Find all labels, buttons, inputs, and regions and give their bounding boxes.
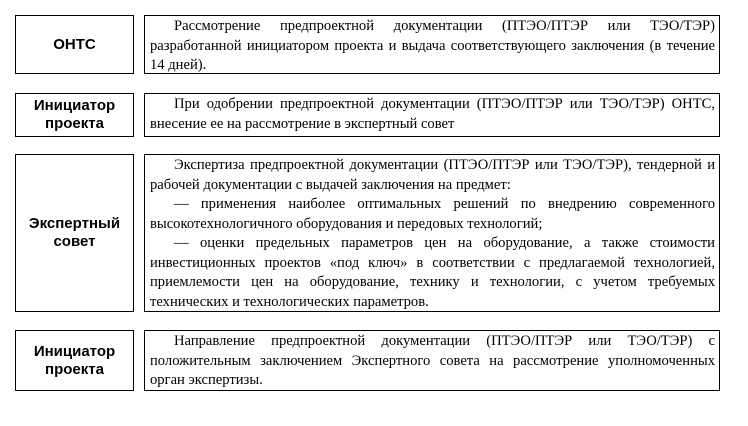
actor-box-initiator-1 <box>15 93 134 137</box>
actor-box-onts <box>15 15 134 74</box>
description-text: При одобрении предпроектной документации (ПТЭО/ПТЭР или ТЭО/ТЭР) ОНТС, внесение ее на рассмотрение в экспертный совет <box>150 96 715 132</box>
description-text: Рассмотрение предпроектной документации (ПТЭО/ПТЭР или ТЭО/ТЭР) разработанной инициатором проекта и выдача соответствующего заключения (в течение 14 дней). <box>150 18 715 73</box>
description-box-initiator-2 <box>144 330 720 391</box>
actor-box-initiator-2 <box>15 330 134 391</box>
description-box-initiator-1 <box>144 93 720 137</box>
actor-label-line1: Инициатор <box>33 97 116 114</box>
actor-label-line1: Инициатор <box>33 342 116 360</box>
description-text: Экспертиза предпроектной документации (ПТЭО/ПТЭР или ТЭО/ТЭР), тендерной и рабочей документации с выдачей заключения на предмет: <box>150 157 715 193</box>
actor-label-line2: проекта <box>45 360 104 378</box>
list-item: — оценки предельных параметров цен на оборудование, а также стоимости инвестиционных проектов «под ключ» в соответствии с предлагаемой технологией, приемлемости цен на оборудование, технику и технологии, с учетом требуемых технических и технологических параметров. <box>150 235 715 310</box>
actor-label-line2: проекта <box>45 115 104 132</box>
actor-label: ОНТС <box>53 35 96 53</box>
description-text: Направление предпроектной документации (ПТЭО/ПТЭР или ТЭО/ТЭР) с положительным заключением Экспертного совета на рассмотрение уполномоченных орган экспертизы. <box>150 333 715 388</box>
description-box-onts <box>144 15 720 74</box>
actor-label-line2: совет <box>53 233 96 250</box>
actor-label-line1: Экспертный <box>28 215 121 232</box>
actor-box-expert-council <box>15 154 134 312</box>
description-box-expert-council <box>144 154 720 312</box>
list-item: — применения наиболее оптимальных решений по внедрению современного высокотехнологичного оборудования и передовых технологий; <box>150 196 715 232</box>
